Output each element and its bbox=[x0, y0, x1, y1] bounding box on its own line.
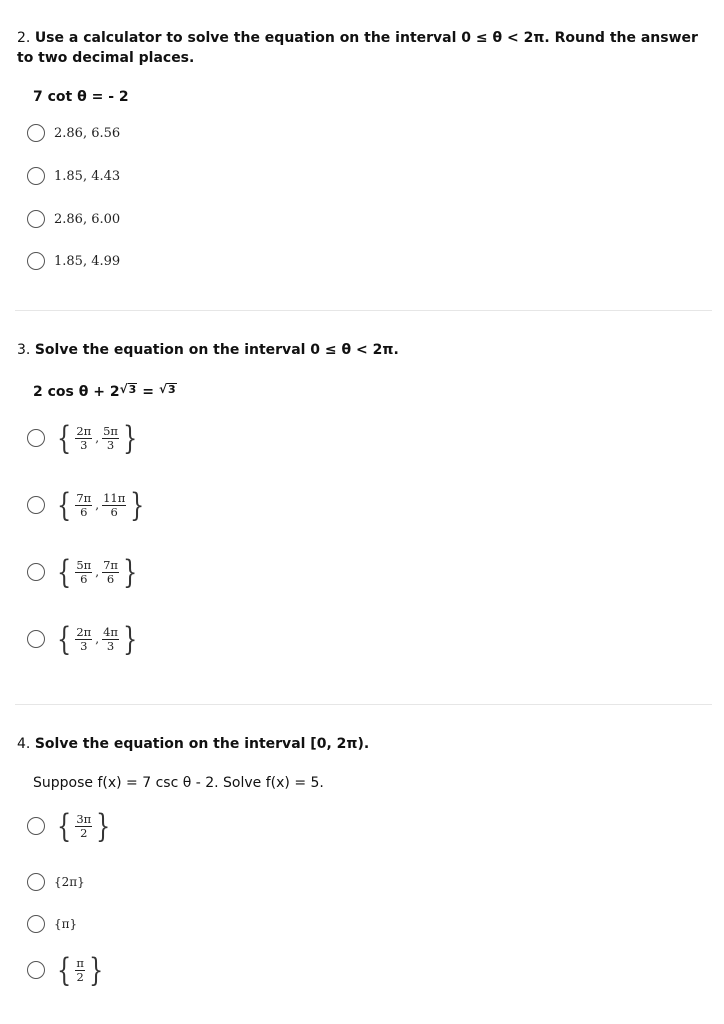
open-brace: { bbox=[57, 807, 72, 845]
numerator: 2π bbox=[76, 624, 92, 639]
denominator: 2 bbox=[80, 825, 88, 840]
fraction bbox=[102, 559, 119, 586]
answer-option-c[interactable] bbox=[27, 552, 140, 592]
denominator: 6 bbox=[80, 571, 88, 586]
answer-option-c[interactable] bbox=[27, 912, 77, 936]
radicand: 3 bbox=[128, 383, 137, 396]
numerator: 5π bbox=[76, 557, 92, 572]
answer-option-d[interactable] bbox=[27, 249, 120, 273]
option-label: 1.85, 4.43 bbox=[54, 168, 121, 184]
solution-set bbox=[54, 419, 140, 457]
numerator: 4π bbox=[103, 624, 118, 639]
question-number: 4. bbox=[17, 736, 31, 752]
radio-button[interactable] bbox=[27, 873, 45, 891]
fraction bbox=[102, 626, 119, 653]
answer-option-a[interactable] bbox=[27, 121, 120, 145]
question-number: 3. bbox=[17, 342, 31, 358]
denominator: 3 bbox=[80, 638, 88, 653]
close-brace: } bbox=[96, 807, 111, 845]
radio-button[interactable] bbox=[27, 124, 45, 142]
answer-option-a[interactable] bbox=[27, 418, 140, 458]
question-text: Solve the equation on the interval 0 ≤ θ < 2π. bbox=[34, 342, 399, 358]
open-brace: { bbox=[57, 419, 72, 457]
fraction bbox=[75, 626, 92, 653]
numerator: 7π bbox=[76, 490, 92, 505]
answer-option-c[interactable] bbox=[27, 207, 120, 231]
option-label: {2π} bbox=[54, 875, 85, 889]
sqrt-expression bbox=[159, 383, 177, 396]
radio-button[interactable] bbox=[27, 563, 45, 581]
fraction bbox=[102, 425, 119, 452]
comma: , bbox=[95, 565, 100, 579]
denominator: 6 bbox=[80, 504, 88, 519]
open-brace: { bbox=[57, 951, 72, 989]
fraction bbox=[75, 813, 92, 840]
fraction bbox=[75, 559, 92, 586]
radio-button[interactable] bbox=[27, 167, 45, 185]
sqrt-expression bbox=[120, 383, 138, 396]
radio-button[interactable] bbox=[27, 429, 45, 447]
equation: 7 cot θ = - 2 bbox=[33, 89, 129, 105]
equation-left: 2 cos θ + 2 bbox=[33, 384, 120, 400]
radio-button[interactable] bbox=[27, 252, 45, 270]
close-brace: } bbox=[88, 951, 104, 989]
comma: , bbox=[95, 431, 100, 445]
equals-sign: = bbox=[142, 384, 154, 400]
divider bbox=[15, 704, 712, 705]
denominator: 3 bbox=[80, 437, 88, 452]
open-brace: { bbox=[57, 486, 72, 524]
fraction bbox=[102, 492, 126, 519]
fraction bbox=[75, 492, 92, 519]
solution-set bbox=[54, 486, 148, 524]
answer-option-b[interactable] bbox=[27, 485, 148, 525]
solution-set bbox=[54, 807, 114, 845]
denominator: 3 bbox=[106, 638, 115, 653]
question-3-prompt bbox=[17, 340, 707, 360]
comma: , bbox=[95, 632, 100, 646]
numerator: 7π bbox=[103, 557, 118, 572]
fraction bbox=[75, 425, 92, 452]
question-4-prompt bbox=[17, 734, 707, 754]
close-brace: } bbox=[122, 620, 138, 658]
radio-button[interactable] bbox=[27, 630, 45, 648]
answer-option-b[interactable] bbox=[27, 870, 85, 894]
denominator: 3 bbox=[106, 437, 115, 452]
open-brace: { bbox=[57, 620, 72, 658]
problem-statement: Suppose f(x) = 7 csc θ - 2. Solve f(x) = 5. bbox=[33, 775, 324, 791]
option-label: {π} bbox=[54, 917, 78, 931]
fraction bbox=[75, 957, 85, 984]
question-text: Solve the equation on the interval [0, 2π). bbox=[34, 736, 370, 752]
numerator: 5π bbox=[103, 423, 118, 438]
solution-set bbox=[54, 951, 106, 989]
comma: , bbox=[95, 498, 100, 512]
answer-option-d[interactable] bbox=[27, 619, 140, 659]
question-2-prompt bbox=[17, 28, 707, 68]
answer-option-b[interactable] bbox=[27, 164, 120, 188]
numerator: 3π bbox=[76, 811, 92, 826]
option-label: 2.86, 6.00 bbox=[54, 211, 121, 227]
close-brace: } bbox=[130, 486, 145, 524]
radicand: 3 bbox=[168, 383, 176, 396]
radio-button[interactable] bbox=[27, 961, 45, 979]
solution-set bbox=[54, 620, 140, 658]
numerator: 11π bbox=[103, 490, 126, 505]
radio-button[interactable] bbox=[27, 210, 45, 228]
radio-button[interactable] bbox=[27, 817, 45, 835]
radio-button[interactable] bbox=[27, 915, 45, 933]
solution-set bbox=[54, 553, 140, 591]
option-label: 1.85, 4.99 bbox=[54, 253, 121, 269]
close-brace: } bbox=[122, 419, 138, 457]
answer-option-a[interactable] bbox=[27, 806, 114, 846]
denominator: 6 bbox=[106, 571, 115, 586]
equation bbox=[33, 384, 177, 400]
close-brace: } bbox=[122, 553, 138, 591]
radical-sign: √ bbox=[119, 382, 128, 396]
radical-sign: √ bbox=[158, 382, 167, 396]
question-number: 2. bbox=[17, 30, 31, 46]
option-label: 2.86, 6.56 bbox=[54, 125, 121, 141]
radio-button[interactable] bbox=[27, 496, 45, 514]
divider bbox=[15, 310, 712, 311]
answer-option-d[interactable] bbox=[27, 950, 106, 990]
denominator: 6 bbox=[110, 504, 118, 519]
open-brace: { bbox=[57, 553, 72, 591]
question-text: Use a calculator to solve the equation on the interval 0 ≤ θ < 2π. Round the answer to two decimal places. bbox=[17, 30, 698, 66]
denominator: 2 bbox=[76, 969, 84, 984]
numerator: π bbox=[76, 955, 84, 970]
numerator: 2π bbox=[76, 423, 92, 438]
